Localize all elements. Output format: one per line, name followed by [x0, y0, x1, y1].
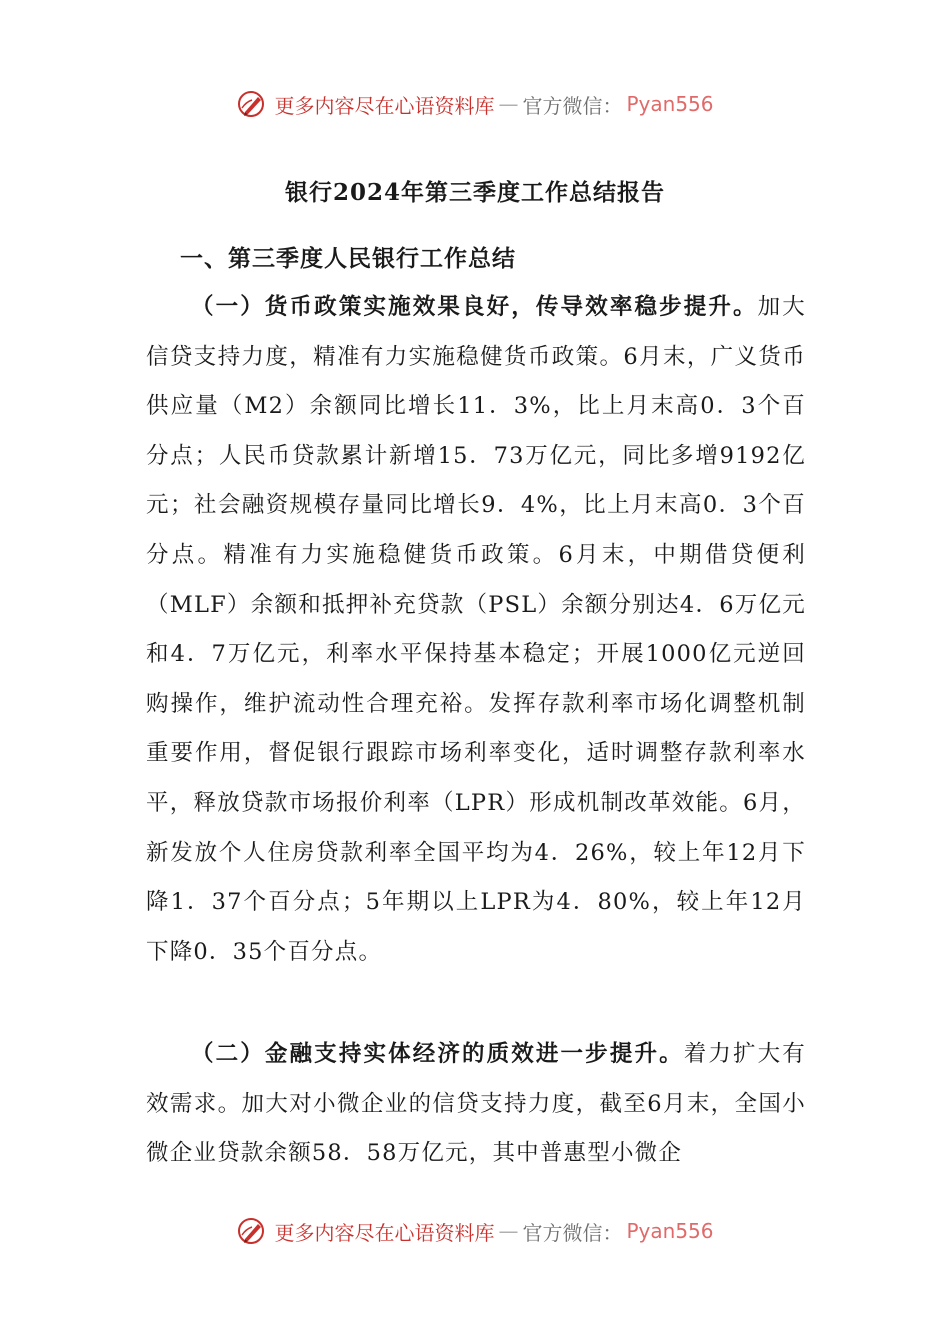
watermark-header — [0, 84, 950, 124]
paragraph-lead: （一）货币政策实施效果良好，传导效率稳步提升。 — [191, 294, 758, 320]
section-heading: 一、第三季度人民银行工作总结 — [180, 245, 516, 272]
pen-logo-icon — [236, 88, 268, 120]
watermark-wechat-id: Pyan556 — [626, 1219, 714, 1243]
document-title: 银行2024年第三季度工作总结报告 — [284, 179, 665, 206]
watermark-footer — [0, 1211, 950, 1251]
paragraph-real-economy — [146, 1030, 806, 1179]
watermark-brand-text: 更多内容尽在心语资料库 — [274, 1220, 495, 1245]
paragraph-monetary-policy — [146, 283, 806, 977]
pen-logo-icon — [236, 1215, 268, 1247]
watermark-wechat-id: Pyan556 — [626, 92, 714, 116]
watermark-dash: — — [498, 92, 519, 116]
paragraph-body: 着力扩大有效需求。加大对小微企业的信贷支持力度，截至6月末，全国小微企业贷款余额58．58万亿元，其中普惠型小微企 — [146, 1041, 806, 1167]
paragraph-body: 加大信贷支持力度，精准有力实施稳健货币政策。6月末，广义货币供应量（M2）余额同比增长11．3%，比上月末高0．3个百分点；人民币贷款累计新增15．73万亿元，同比多增9192亿元；社会融资规模存量同比增长9．4%，比上月末高0．3个百分点。精准有力实施稳健货币政策。6月末，中期借贷便利（MLF）余额和抵押补充贷款（PSL）余额分别达4．6万亿元和4．7万亿元，利率水平保持基本稳定；开展1000亿元逆回购操作，维护流动性合理充裕。发挥存款利率市场化调整机制重要作用，督促银行跟踪市场利率变化，适时调整存款利率水平，释放贷款市场报价利率（LPR）形成机制改革效能。6月，新发放个人住房贷款利率全国平均为4．26%，较上年12月下降1．37个百分点；5年期以上LPR为4．80%，较上年12月下降0．35个百分点。 — [146, 294, 806, 965]
watermark-brand-text: 更多内容尽在心语资料库 — [274, 93, 495, 118]
paragraph-lead: （二）金融支持实体经济的质效进一步提升。 — [191, 1041, 684, 1067]
watermark-dash: — — [498, 1219, 519, 1243]
watermark-official-label: 官方微信： — [522, 93, 623, 118]
watermark-official-label: 官方微信： — [522, 1220, 623, 1245]
